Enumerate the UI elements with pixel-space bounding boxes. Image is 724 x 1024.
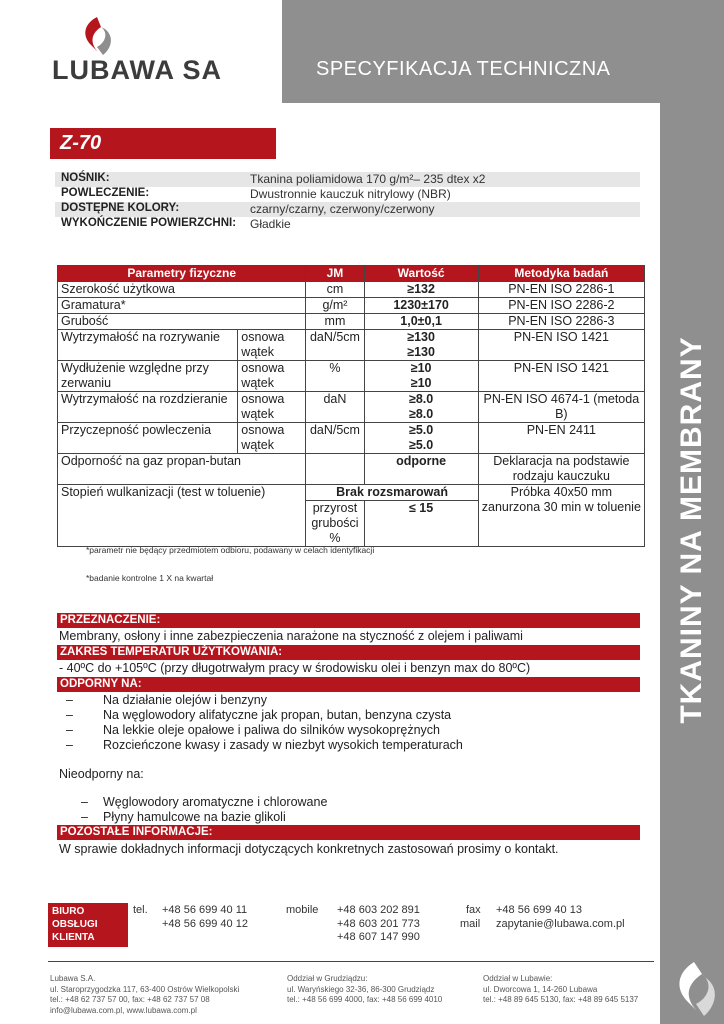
col-header-param: Parametry fizyczne: [58, 266, 306, 282]
company-logo-text: LUBAWA SA: [52, 55, 222, 85]
info-value: Tkanina poliamidowa 170 g/m²– 235 dtex x2: [250, 172, 486, 186]
value: ≥8.0: [408, 392, 434, 406]
col-header-method: Metodyka badań: [478, 266, 644, 282]
sub-cell: [238, 392, 306, 423]
method-cell: Próbka 40x50 mm zanurzona 30 min w toluenie: [478, 485, 644, 547]
footer-line: Oddział w Grudziądzu:: [287, 974, 368, 983]
value: ≥8.0: [408, 407, 434, 421]
value: ≥130: [407, 345, 435, 359]
sub-label: osnowa: [241, 330, 285, 344]
header-band: [282, 0, 724, 103]
jm-cell: daN/5cm: [306, 423, 364, 454]
info-label: POWLECZENIE:: [61, 187, 150, 199]
box-line: BIURO: [52, 906, 85, 917]
method-cell: PN-EN ISO 4674-1 (metoda B): [478, 392, 644, 423]
list-item: Na działanie olejów i benzyny: [103, 693, 267, 707]
value-cell: [364, 330, 478, 361]
footer-line: tel.: +48 62 737 57 00, fax: +48 62 737 57 08: [50, 995, 210, 1004]
param-cell: Wytrzymałość na rozdzieranie: [58, 392, 238, 423]
info-value: Dwustronnie kauczuk nitrylowy (NBR): [250, 187, 451, 201]
sub-label: osnowa: [241, 423, 285, 437]
value-cell: ≥132: [364, 282, 478, 298]
footer-col-lubawa: [483, 974, 638, 1006]
param-cell: Gramatura*: [58, 298, 306, 314]
mobile-number[interactable]: +48 607 147 990: [337, 931, 420, 943]
list-dash: –: [66, 693, 73, 707]
col-header-value: Wartość: [364, 266, 478, 282]
jm-cell: daN: [306, 392, 364, 423]
sub-label: wątek: [241, 438, 274, 452]
value: ≥10: [410, 361, 432, 375]
sub-label: osnowa: [241, 392, 285, 406]
fax-number: +48 56 699 40 13: [496, 904, 582, 916]
value-cell: 1230±170: [364, 298, 478, 314]
footnote: *parametr nie będący przedmiotem odbioru, podawany w celach identyfikacji: [86, 545, 375, 555]
value-cell: ≤ 15: [364, 501, 478, 547]
mail-label: mail: [460, 918, 481, 930]
other-text: W sprawie dokładnych informacji dotyczących konkretnych zastosowań prosimy o kontakt.: [59, 842, 559, 856]
list-item: Na węglowodory alifatyczne jak propan, butan, benzyna czysta: [103, 708, 452, 722]
sub-label: wątek: [241, 407, 274, 421]
value-cell: [364, 423, 478, 454]
param-cell: Wydłużenie względne przy zerwaniu: [58, 361, 238, 392]
table-row: [58, 314, 645, 330]
table-row: [58, 282, 645, 298]
value-cell: Brak rozsmarowań: [306, 485, 478, 501]
section-header-resistant: ODPORNY NA:: [57, 677, 640, 692]
list-dash: –: [66, 723, 73, 737]
param-cell: Grubość: [58, 314, 306, 330]
sub-cell: [238, 423, 306, 454]
footer-col-headquarters: [50, 974, 239, 1016]
method-cell: PN-EN 2411: [478, 423, 644, 454]
jm-cell: [306, 454, 364, 485]
table-row: [58, 454, 645, 485]
list-item: Płyny hamulcowe na bazie glikoli: [103, 810, 286, 824]
fax-label: fax: [466, 904, 481, 916]
customer-service-box: [48, 903, 128, 947]
value: ≥5.0: [408, 438, 434, 452]
list-dash: –: [66, 738, 73, 752]
info-value: czarny/czarny, czerwony/czerwony: [250, 202, 435, 216]
jm-cell: cm: [306, 282, 364, 298]
footer-col-grudziadz: [287, 974, 442, 1006]
mobile-number[interactable]: +48 603 201 773: [337, 917, 420, 930]
jm-cell: mm: [306, 314, 364, 330]
table-row: [58, 392, 645, 423]
value-cell: [364, 392, 478, 423]
not-resistant-label: Nieodporny na:: [59, 767, 144, 781]
sub-label: osnowa: [241, 361, 285, 375]
info-row: [55, 217, 640, 232]
email-link[interactable]: zapytanie@lubawa.com.pl: [496, 918, 625, 930]
footer-line: Oddział w Lubawie:: [483, 974, 553, 983]
table-row: [58, 330, 645, 361]
table-row: [58, 423, 645, 454]
footer-line: ul. Staroprzygodzka 117, 63-400 Ostrów Wielkopolski: [50, 984, 240, 994]
param-cell: Szerokość użytkowa: [58, 282, 306, 298]
mobile-label: mobile: [286, 904, 319, 916]
table-row: [58, 298, 645, 314]
jm-cell: przyrost grubości %: [306, 501, 364, 547]
temperature-text: - 40ºC do +105ºC (przy długotrwałym pracy w środowisku olei i benzyn max do 80ºC): [59, 661, 531, 675]
mobile-number[interactable]: +48 603 202 891: [337, 904, 420, 916]
info-row: [55, 187, 640, 202]
value: ≥5.0: [408, 423, 434, 437]
sub-label: wątek: [241, 376, 274, 390]
footer-line: Lubawa S.A.: [50, 974, 96, 983]
method-cell: PN-EN ISO 1421: [478, 361, 644, 392]
table-header-row: [58, 266, 645, 282]
footer-line[interactable]: info@lubawa.com.pl, www.lubawa.com.pl: [50, 1005, 197, 1015]
param-cell: Odporność na gaz propan-butan: [58, 454, 306, 485]
footer-line: ul. Dworcowa 1, 14-260 Lubawa: [483, 984, 598, 994]
jm-cell: daN/5cm: [306, 330, 364, 361]
list-dash: –: [81, 810, 88, 824]
info-label: NOŚNIK:: [61, 172, 110, 184]
jm-cell: g/m²: [306, 298, 364, 314]
col-header-jm: JM: [306, 266, 364, 282]
phone-number[interactable]: +48 56 699 40 11: [162, 904, 248, 916]
method-cell: PN-EN ISO 2286-2: [478, 298, 644, 314]
purpose-text: Membrany, osłony i inne zabezpieczenia narażone na styczność z olejem i paliwami: [59, 629, 523, 643]
box-line: KLIENTA: [52, 932, 95, 943]
info-value: Gładkie: [250, 217, 291, 231]
mobile-list: [337, 904, 420, 945]
lubawa-emblem-icon: [664, 958, 720, 1020]
sub-label: wątek: [241, 345, 274, 359]
method-cell: Deklaracja na podstawie rodzaju kauczuku: [478, 454, 644, 485]
table-row: [58, 485, 645, 501]
value-cell: odporne: [364, 454, 478, 485]
document-title: SPECYFIKACJA TECHNICZNA: [316, 58, 611, 80]
value-cell: [364, 361, 478, 392]
table-row: [58, 361, 645, 392]
info-row: [55, 172, 640, 187]
sub-cell: [238, 361, 306, 392]
list-item: Węglowodory aromatyczne i chlorowane: [103, 795, 328, 809]
section-header-temperature: ZAKRES TEMPERATUR UŻYTKOWANIA:: [57, 645, 640, 660]
value: ≥130: [407, 330, 435, 344]
footer-line: ul. Waryńskiego 32-36, 86-300 Grudziądz: [287, 984, 435, 994]
footnote: *badanie kontrolne 1 X na kwartał: [86, 573, 214, 583]
info-label: DOSTĘPNE KOLORY:: [61, 202, 180, 214]
jm-cell: %: [306, 361, 364, 392]
phone-list: [162, 904, 248, 931]
phone-number[interactable]: +48 56 699 40 12: [162, 917, 248, 930]
sub-cell: [238, 330, 306, 361]
parameters-table: [57, 265, 645, 547]
box-line: OBSŁUGI: [52, 919, 98, 930]
info-label: WYKOŃCZENIE POWIERZCHNI:: [61, 217, 237, 229]
value: ≥10: [410, 376, 432, 390]
lubawa-logo-icon: [75, 15, 115, 59]
tel-label: tel.: [133, 904, 148, 916]
method-cell: PN-EN ISO 2286-3: [478, 314, 644, 330]
footer-line: tel.: +48 56 699 4000, fax: +48 56 699 4010: [287, 995, 443, 1004]
param-cell: Wytrzymałość na rozrywanie: [58, 330, 238, 361]
method-cell: PN-EN ISO 1421: [478, 330, 644, 361]
list-item: Na lekkie oleje opałowe i paliwa do silników wysokoprężnych: [103, 723, 440, 737]
method-cell: PN-EN ISO 2286-1: [478, 282, 644, 298]
param-cell: Stopień wulkanizacji (test w toluenie): [58, 485, 306, 547]
footer-divider: [48, 961, 654, 962]
list-dash: –: [66, 708, 73, 722]
product-name: Z-70: [60, 132, 102, 154]
param-cell: Przyczepność powleczenia: [58, 423, 238, 454]
section-header-other: POZOSTAŁE INFORMACJE:: [57, 825, 640, 840]
footer-line: tel.: +48 89 645 5130, fax: +48 89 645 5137: [483, 995, 639, 1004]
list-item: Rozcieńczone kwasy i zasady w niezbyt wysokich temperaturach: [103, 738, 463, 752]
value-cell: 1,0±0,1: [364, 314, 478, 330]
side-title: TKANINY NA MEMBRANY: [675, 336, 708, 724]
list-dash: –: [81, 795, 88, 809]
section-header-purpose: PRZEZNACZENIE:: [57, 613, 640, 628]
info-row: [55, 202, 640, 217]
